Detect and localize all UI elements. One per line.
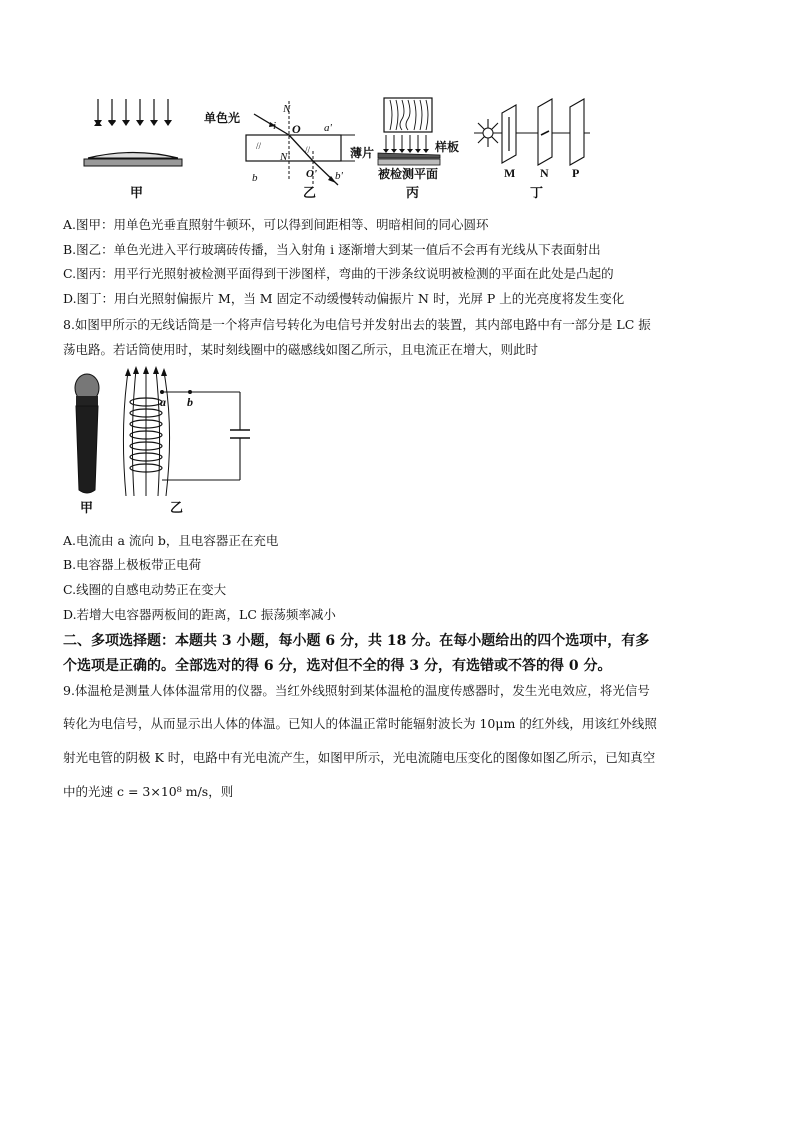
N-polarizer-label: N [540,166,549,180]
q8-stem-line1: 8.如图甲所示的无线话筒是一个将声信号转化为电信号并发射出去的装置，其内部电路中有一部分是 LC 振 [63,317,651,332]
yi-label: 乙 [303,185,317,200]
glass-slab-diagram [204,101,355,200]
q8-option-b: B.电容器上极板带正电荷 [63,557,202,572]
sample-plate-label: 样板 [435,140,460,154]
a-prime-label: a' [324,122,332,134]
q8-stem-line2: 荡电路。若话筒使用时，某时刻线圈中的磁感线如图乙所示，且电流正在增大，则此时 [63,342,539,357]
O-label: O [292,122,301,136]
jia-label: 甲 [130,185,144,200]
newton-rings-diagram [84,99,182,200]
microphone-drawing [75,374,99,515]
q7-option-a: A.图甲：用单色光垂直照射牛顿环，可以得到间距相等、明暗相间的同心圆环 [63,217,489,232]
q9-stem-line3: 射光电管的阴极 K 时，电路中有光电流产生，如图甲所示，光电流随电压变化的图像如图乙所示，已知真空 [63,750,656,765]
mic-jia-label: 甲 [80,500,94,515]
point-b-label: b [187,395,193,409]
slash-mark-b: // [305,145,311,155]
lc-circuit-drawing [123,366,250,515]
test-plane-label: 被检测平面 [378,167,439,181]
optics-figures [60,95,600,210]
b-label: b [252,172,258,184]
lc-circuit-figures [62,368,262,518]
q7-option-c: C.图丙：用平行光照射被检测平面得到干涉图样，弯曲的干涉条纹说明被检测的平面在此处是凸起的 [63,266,614,281]
q8-option-a: A.电流由 a 流向 b，且电容器正在充电 [63,533,279,548]
q8-option-c: C.线圈的自感电动势正在变大 [63,582,227,597]
thin-sheet-label: 薄片 [349,146,374,160]
interference-test-diagram [350,98,459,200]
mono-light-label: 单色光 [204,111,241,125]
q7-option-d: D.图丁：用白光照射偏振片 M，当 M 固定不动缓慢转动偏振片 N 时，光屏 P 上的光亮度将发生变化 [63,291,625,306]
q9-stem-line4: 中的光速 c = 3×10⁸ m/s，则 [63,784,234,799]
section2-heading-line2: 个选项是正确的。全部选对的得 6 分，选对但不全的得 3 分，有选错或不答的得 0 分。 [63,658,612,674]
polarizer-diagram [474,99,590,200]
i-label: i [273,120,277,132]
q9-stem-line1: 9.体温枪是测量人体体温常用的仪器。当红外线照射到某体温枪的温度传感器时，发生光电效应，将光信号 [63,683,650,698]
q7-option-b: B.图乙：单色光进入平行玻璃砖传播，当入射角 i 逐渐增大到某一值后不会再有光线从下表面射出 [63,242,601,257]
P-label: P [572,166,580,180]
q9-stem-line2: 转化为电信号，从而显示出人体的体温。已知人的体温正常时能辐射波长为 10μm 的红外线，用该红外线照 [63,716,657,731]
N-label: N [283,103,291,115]
point-a-label: a [160,395,166,409]
M-label: M [504,166,516,180]
ding-label: 丁 [530,185,544,200]
bing-label: 丙 [406,185,420,200]
section2-heading-line1: 二、多项选择题：本题共 3 小题，每小题 6 分，共 18 分。在每小题给出的四个选项中，有多 [63,633,650,649]
slash-mark-a: // [256,141,262,151]
N-prime-label: N' [280,151,290,163]
b-prime-label: b' [335,170,343,182]
circuit-yi-label: 乙 [170,500,184,515]
O-prime-label: O' [306,168,317,180]
q8-option-d: D.若增大电容器两板间的距离，LC 振荡频率减小 [63,607,336,622]
